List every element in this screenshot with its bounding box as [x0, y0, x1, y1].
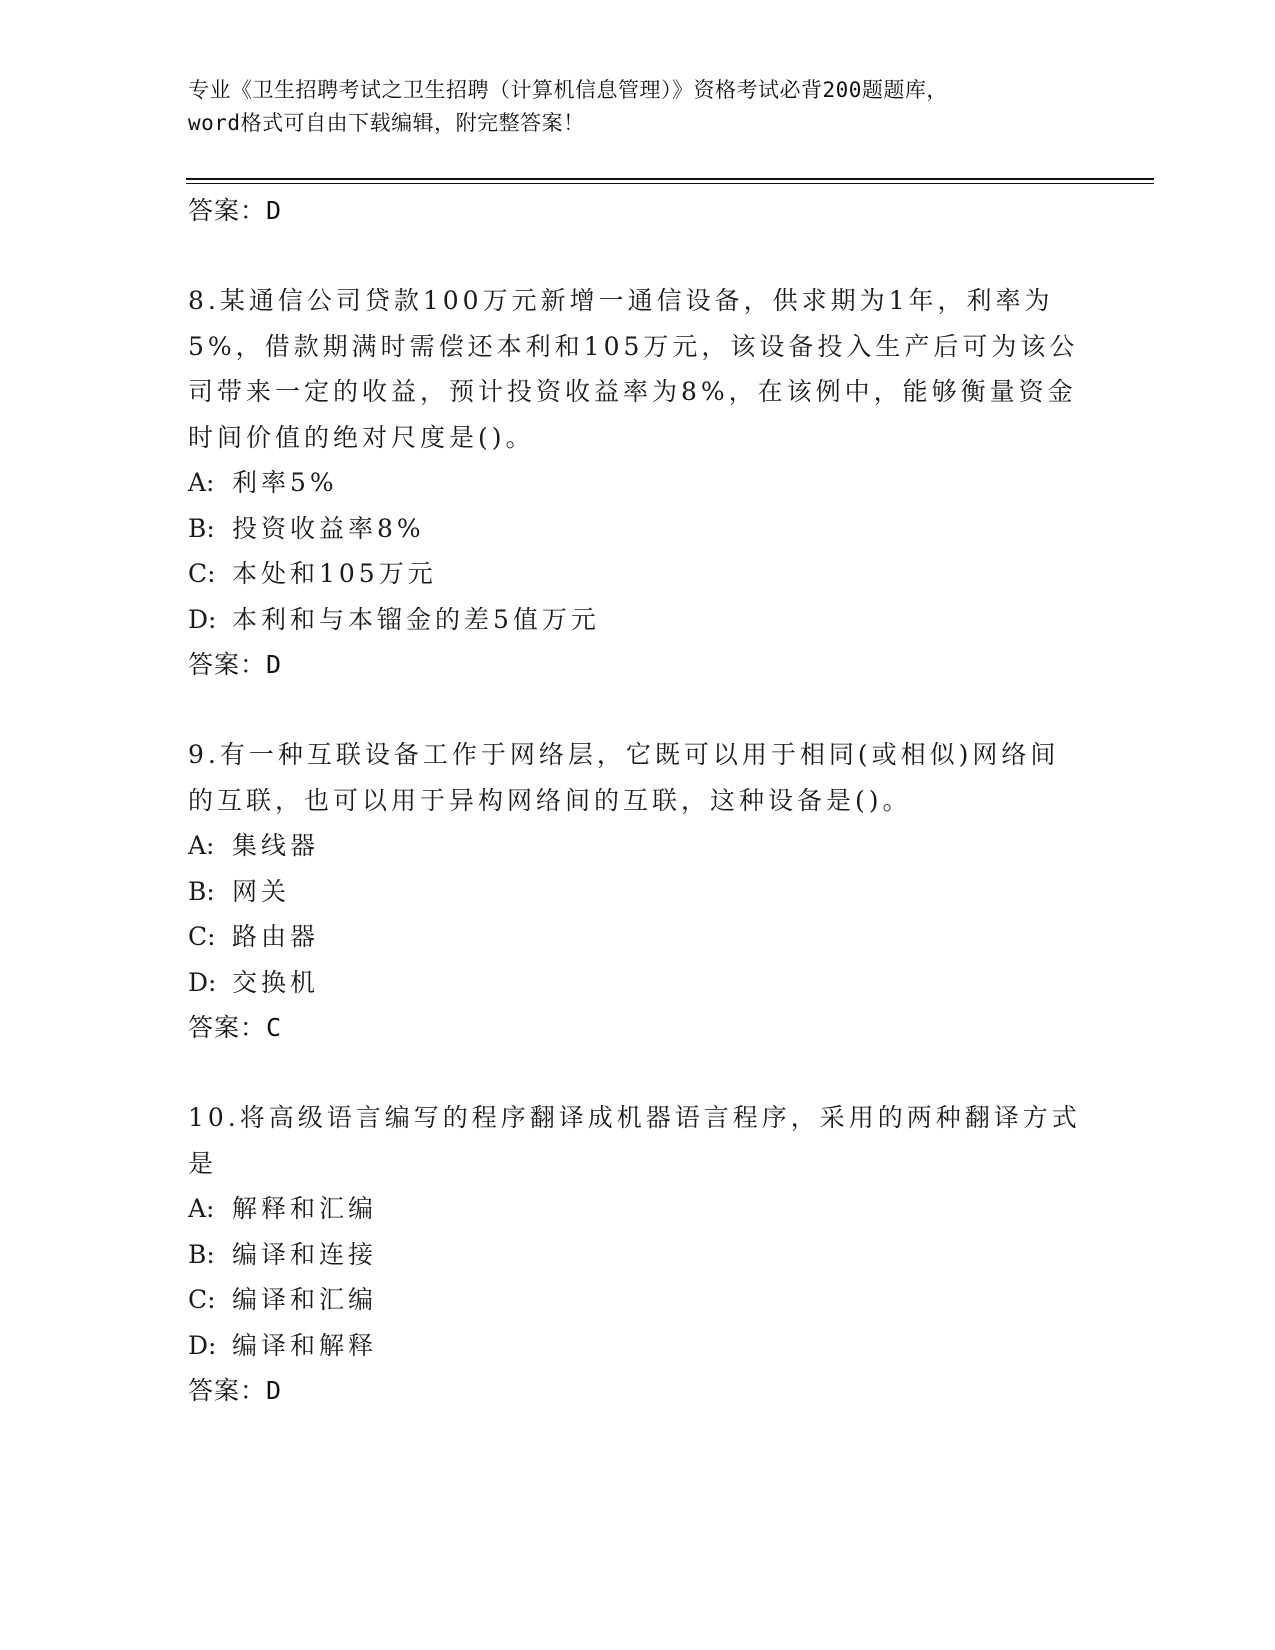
- option-c: [188, 551, 1088, 597]
- option-c: [188, 914, 1088, 960]
- option-text: 网关: [232, 876, 291, 906]
- option-key: D:: [188, 967, 217, 997]
- option-b: [188, 506, 1088, 552]
- option-d: [188, 597, 1088, 643]
- option-key: B:: [188, 513, 215, 543]
- question-stem: 10.将高级语言编写的程序翻译成机器语言程序，采用的两种翻译方式是: [188, 1103, 1081, 1178]
- option-text: 交换机: [232, 967, 320, 997]
- option-b: [188, 1232, 1088, 1278]
- option-a: [188, 823, 1088, 869]
- page-header: [188, 74, 1088, 140]
- option-text: 本利和与本镏金的差5值万元: [232, 604, 600, 634]
- option-text: 集线器: [232, 831, 320, 860]
- header-title-line-1: 专业《卫生招聘考试之卫生招聘（计算机信息管理）》资格考试必背200题题库，: [188, 78, 948, 102]
- header-title-line-2: word格式可自由下载编辑，附完整答案！: [188, 111, 585, 135]
- option-key: C:: [188, 559, 216, 588]
- option-d: [188, 1323, 1088, 1369]
- option-key: C:: [188, 1285, 216, 1314]
- option-text: 本处和105万元: [232, 559, 437, 588]
- option-key: B:: [188, 1239, 215, 1269]
- option-key: A:: [188, 1194, 215, 1223]
- question-stem: 8.某通信公司贷款100万元新增一通信设备，供求期为1年，利率为5%，借款期满时需偿还本利和105万元，该设备投入生产后可为该公司带来一定的收益，预计投资收益率为8%，在该例中，能够衡量资金时间价值的绝对尺度是()。: [188, 286, 1079, 452]
- header-divider-thin: [186, 183, 1154, 184]
- option-key: B:: [188, 876, 215, 906]
- option-text: 路由器: [232, 922, 320, 951]
- option-text: 编译和连接: [232, 1239, 378, 1269]
- option-text: 编译和解释: [232, 1330, 378, 1360]
- option-text: 利率5%: [232, 468, 338, 497]
- answer-value: D: [266, 1376, 283, 1405]
- answer-label: 答案：: [188, 650, 267, 679]
- question-8: [188, 278, 1088, 688]
- option-c: [188, 1277, 1088, 1323]
- option-a: [188, 1186, 1088, 1232]
- question-9: [188, 732, 1088, 1051]
- answer-value: C: [266, 1013, 283, 1042]
- answer-value: D: [266, 196, 283, 225]
- answer-label: 答案：: [188, 1013, 267, 1042]
- answer-line: [188, 642, 1088, 688]
- option-b: [188, 869, 1088, 915]
- option-key: C:: [188, 922, 216, 951]
- option-key: A:: [188, 831, 215, 860]
- option-d: [188, 960, 1088, 1006]
- option-key: A:: [188, 468, 215, 497]
- option-text: 编译和汇编: [232, 1285, 378, 1314]
- option-text: 投资收益率8%: [232, 513, 425, 543]
- answer-value: D: [266, 650, 283, 679]
- document-body: [188, 188, 1088, 1414]
- answer-label: 答案：: [188, 1376, 267, 1405]
- option-a: [188, 460, 1088, 506]
- answer-line: [188, 1005, 1088, 1051]
- question-10: [188, 1095, 1088, 1414]
- answer-line: [188, 1368, 1088, 1414]
- header-divider-thick: [186, 178, 1154, 180]
- question-stem: 9.有一种互联设备工作于网络层，它既可以用于相同(或相似)网络间的互联，也可以用于异构网络间的互联，这种设备是()。: [188, 740, 1060, 815]
- option-key: D:: [188, 1330, 217, 1360]
- answer-label: 答案：: [188, 196, 267, 225]
- answer-line: [188, 188, 1088, 234]
- option-text: 解释和汇编: [232, 1194, 378, 1223]
- option-key: D:: [188, 604, 217, 634]
